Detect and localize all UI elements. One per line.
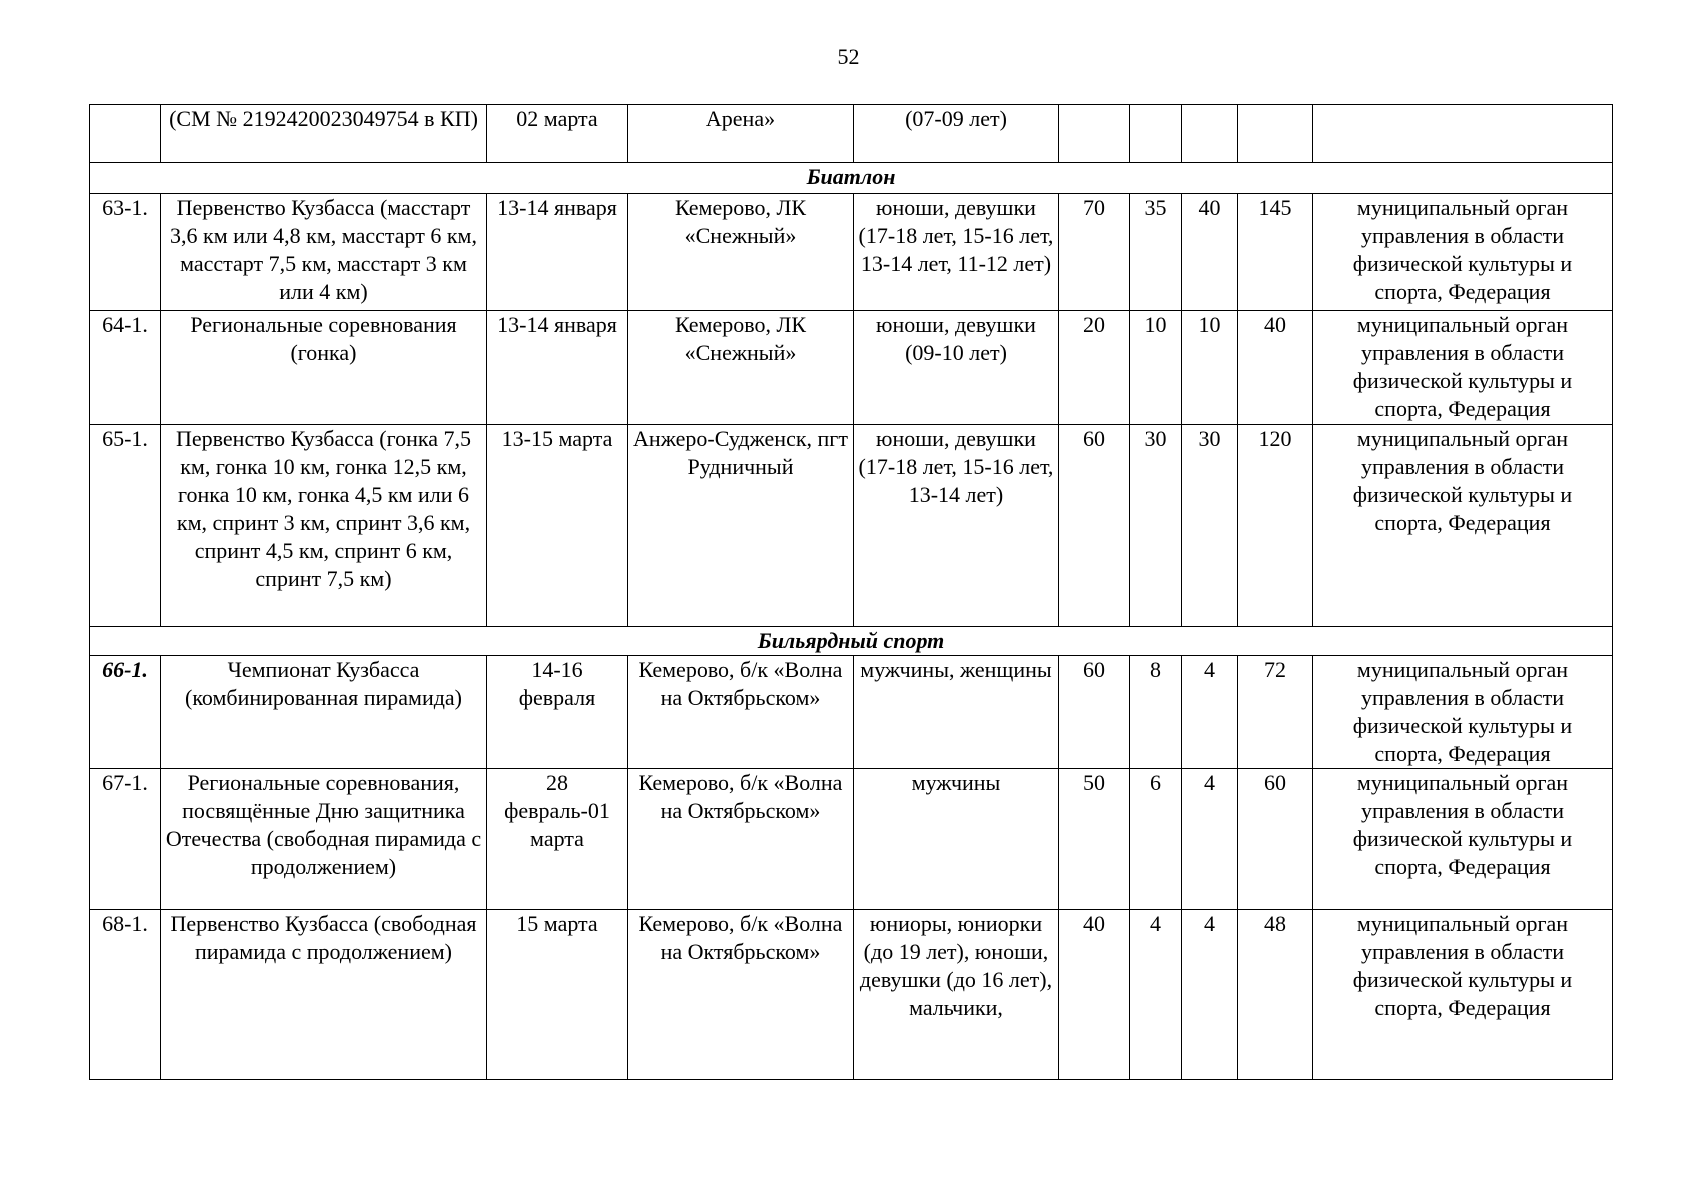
cell-name: Региональные соревнования (гонка) bbox=[161, 311, 487, 425]
cell-num: 63-1. bbox=[90, 194, 161, 311]
cell-coaches: 35 bbox=[1130, 194, 1182, 311]
cell-athletes: 20 bbox=[1059, 311, 1130, 425]
cell-name: (СМ № 2192420023049754 в КП) bbox=[161, 105, 487, 163]
cell-organizer: муниципальный орган управления в области физической культуры и спорта, Федерация bbox=[1313, 910, 1613, 1080]
cell-num: 67-1. bbox=[90, 769, 161, 910]
cell-organizer: муниципальный орган управления в области физической культуры и спорта, Федерация bbox=[1313, 656, 1613, 769]
cell-dates: 15 марта bbox=[487, 910, 628, 1080]
cell-athletes: 40 bbox=[1059, 910, 1130, 1080]
cell-organizer: муниципальный орган управления в области физической культуры и спорта, Федерация bbox=[1313, 311, 1613, 425]
cell-total bbox=[1238, 105, 1313, 163]
cell-total: 40 bbox=[1238, 311, 1313, 425]
cell-judges: 4 bbox=[1182, 769, 1238, 910]
cell-num: 68-1. bbox=[90, 910, 161, 1080]
cell-place: Арена» bbox=[628, 105, 854, 163]
cell-total: 72 bbox=[1238, 656, 1313, 769]
section-title: Бильярдный спорт bbox=[90, 627, 1613, 656]
cell-organizer: муниципальный орган управления в области физической культуры и спорта, Федерация bbox=[1313, 425, 1613, 627]
cell-coaches: 10 bbox=[1130, 311, 1182, 425]
cell-participants: мужчины bbox=[854, 769, 1059, 910]
cell-total: 48 bbox=[1238, 910, 1313, 1080]
table-row bbox=[90, 910, 1613, 1080]
cell-place: Кемерово, б/к «Волна на Октябрьском» bbox=[628, 769, 854, 910]
cell-judges: 40 bbox=[1182, 194, 1238, 311]
cell-coaches: 30 bbox=[1130, 425, 1182, 627]
cell-athletes: 70 bbox=[1059, 194, 1130, 311]
cell-total: 60 bbox=[1238, 769, 1313, 910]
cell-coaches: 6 bbox=[1130, 769, 1182, 910]
cell-athletes: 50 bbox=[1059, 769, 1130, 910]
cell-num bbox=[90, 105, 161, 163]
page-number: 52 bbox=[837, 44, 860, 69]
cell-participants: юниоры, юниорки (до 19 лет), юноши, девушки (до 16 лет), мальчики, bbox=[854, 910, 1059, 1080]
cell-total: 145 bbox=[1238, 194, 1313, 311]
cell-participants: юноши, девушки (09-10 лет) bbox=[854, 311, 1059, 425]
cell-participants: мужчины, женщины bbox=[854, 656, 1059, 769]
cell-dates: 02 марта bbox=[487, 105, 628, 163]
cell-place: Кемерово, ЛК «Снежный» bbox=[628, 194, 854, 311]
table-row bbox=[90, 769, 1613, 910]
cell-athletes: 60 bbox=[1059, 656, 1130, 769]
cell-judges: 4 bbox=[1182, 656, 1238, 769]
cell-organizer: муниципальный орган управления в области физической культуры и спорта, Федерация bbox=[1313, 194, 1613, 311]
section-header bbox=[90, 163, 1613, 194]
table-row bbox=[90, 656, 1613, 769]
cell-coaches: 8 bbox=[1130, 656, 1182, 769]
section-title: Биатлон bbox=[90, 163, 1613, 194]
events-table bbox=[89, 104, 1613, 1080]
cell-judges: 4 bbox=[1182, 910, 1238, 1080]
cell-name: Первенство Кузбасса (свободная пирамида с продолжением) bbox=[161, 910, 487, 1080]
cell-athletes: 60 bbox=[1059, 425, 1130, 627]
cell-dates: 13-14 января bbox=[487, 311, 628, 425]
cell-dates: 13-14 января bbox=[487, 194, 628, 311]
cell-dates: 28 февраль-01 марта bbox=[487, 769, 628, 910]
cell-name: Региональные соревнования, посвящённые Дню защитника Отечества (свободная пирамида с продолжением) bbox=[161, 769, 487, 910]
table-row bbox=[90, 311, 1613, 425]
cell-organizer: муниципальный орган управления в области физической культуры и спорта, Федерация bbox=[1313, 769, 1613, 910]
table-row bbox=[90, 425, 1613, 627]
cell-num: 64-1. bbox=[90, 311, 161, 425]
cell-coaches bbox=[1130, 105, 1182, 163]
cell-coaches: 4 bbox=[1130, 910, 1182, 1080]
cell-name: Чемпионат Кузбасса (комбинированная пирамида) bbox=[161, 656, 487, 769]
cell-place: Кемерово, б/к «Волна на Октябрьском» bbox=[628, 656, 854, 769]
cell-athletes bbox=[1059, 105, 1130, 163]
section-header bbox=[90, 627, 1613, 656]
cell-organizer bbox=[1313, 105, 1613, 163]
table-row bbox=[90, 105, 1613, 163]
cell-num: 66-1. bbox=[90, 656, 161, 769]
cell-judges: 30 bbox=[1182, 425, 1238, 627]
cell-place: Анжеро-Судженск, пгт Рудничный bbox=[628, 425, 854, 627]
cell-place: Кемерово, б/к «Волна на Октябрьском» bbox=[628, 910, 854, 1080]
cell-num: 65-1. bbox=[90, 425, 161, 627]
cell-dates: 13-15 марта bbox=[487, 425, 628, 627]
cell-judges bbox=[1182, 105, 1238, 163]
cell-participants: юноши, девушки (17-18 лет, 15-16 лет, 13-14 лет) bbox=[854, 425, 1059, 627]
cell-participants: юноши, девушки (17-18 лет, 15-16 лет, 13-14 лет, 11-12 лет) bbox=[854, 194, 1059, 311]
cell-judges: 10 bbox=[1182, 311, 1238, 425]
cell-participants: (07-09 лет) bbox=[854, 105, 1059, 163]
cell-name: Первенство Кузбасса (масстарт 3,6 км или 4,8 км, масстарт 6 км, масстарт 7,5 км, масстарт 3 км или 4 км) bbox=[161, 194, 487, 311]
cell-total: 120 bbox=[1238, 425, 1313, 627]
cell-place: Кемерово, ЛК «Снежный» bbox=[628, 311, 854, 425]
cell-name: Первенство Кузбасса (гонка 7,5 км, гонка 10 км, гонка 12,5 км, гонка 10 км, гонка 4,5 км или 6 км, спринт 3 км, спринт 3,6 км, спринт 4,5 км, спринт 6 км, спринт 7,5 км) bbox=[161, 425, 487, 627]
cell-dates: 14-16 февраля bbox=[487, 656, 628, 769]
table-row bbox=[90, 194, 1613, 311]
